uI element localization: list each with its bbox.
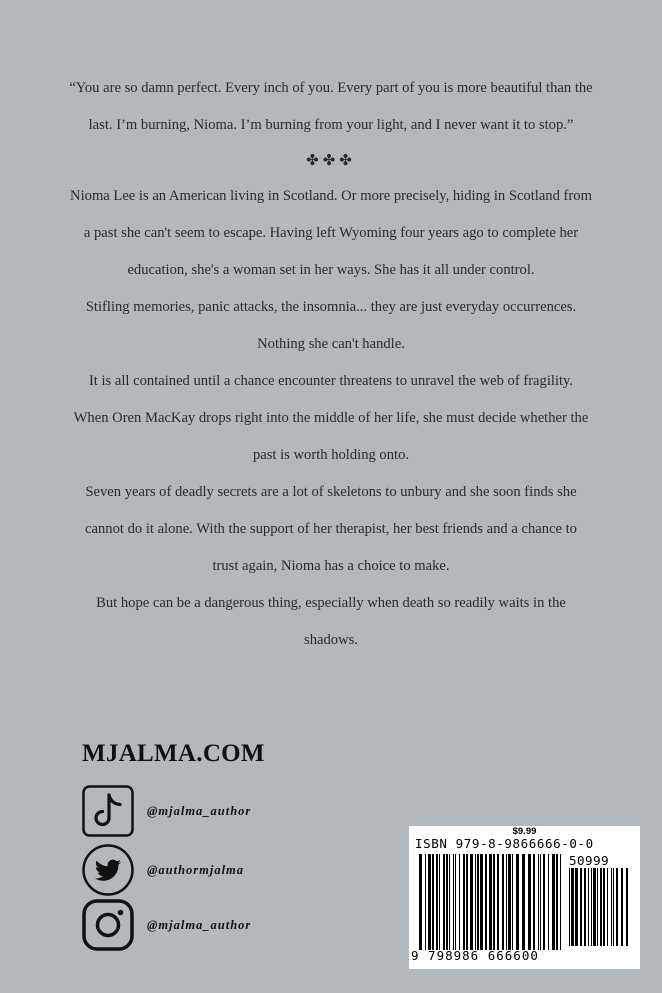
barcode-bar [428,854,431,950]
barcode-bar [522,854,525,950]
barcode-bar [436,854,438,950]
barcode-bar [477,854,479,950]
blurb-line: Nioma Lee is an American living in Scotland. Or more precisely, hiding in Scotland from [70,188,592,204]
barcode-bar [607,868,608,946]
barcode-bar [626,868,628,946]
barcode-bar [584,868,586,946]
barcode-bar [588,868,589,946]
barcode-bar [538,854,539,950]
barcode-bar [556,854,558,950]
barcode-bar [569,868,570,946]
barcode-bar [439,854,440,950]
twitter-icon [82,844,134,896]
barcode-bar [597,868,598,946]
blurb-line: Nothing she can't handle. [257,336,405,352]
barcode-bar [459,854,460,950]
ornament-divider: ✤✤✤ [306,153,356,169]
barcode-bar [453,854,454,950]
barcode-bar [470,854,473,950]
barcode-bar [613,868,614,946]
barcode-bar [489,854,492,950]
price-label: $9.99 [512,826,537,837]
barcode-bar [508,854,511,950]
barcode-bar [548,854,549,950]
barcode-bar [463,854,465,950]
author-website[interactable]: MJALMA.COM [82,740,265,767]
blurb-line: cannot do it alone. With the support of her therapist, her best friends and a chance to [85,521,577,537]
quote-line: “You are so damn perfect. Every inch of you. Every part of you is more beautiful than the [69,80,593,96]
barcode-bar [603,868,605,946]
barcode-bar [540,854,541,950]
barcode-digits: 9 798986 666600 [411,948,539,963]
barcode-bar [506,854,507,950]
barcode-bar [497,854,499,950]
social-tiktok[interactable] [82,785,251,837]
barcode-bar [600,868,602,946]
barcode-bar [616,868,618,946]
isbn-barcode [409,826,640,969]
barcode-bar [533,854,535,950]
barcode-bar [593,868,596,946]
barcode-bar [502,854,504,950]
ean-barcode-bars [419,854,565,950]
back-cover-blurb [40,70,622,659]
blurb-line: Stifling memories, panic attacks, the insomnia... they are just everyday occurrences. [85,299,577,315]
barcode-bar [480,854,483,950]
price-addon-code: 50999 [569,853,610,868]
barcode-bar [446,854,448,950]
blurb-line: Seven years of deadly secrets are a lot of skeletons to unbury and she soon finds she [85,484,577,500]
social-instagram[interactable] [82,899,251,951]
barcode-bar [443,854,445,950]
blurb-line: When Oren MacKay drops right into the middle of her life, she must decide whether the [73,410,589,426]
barcode-bar [475,854,476,950]
barcode-bar [543,854,545,950]
blurb-line: It is all contained until a chance encounter threatens to unravel the web of fragility. [88,373,574,389]
blurb-line: trust again, Nioma has a choice to make. [212,558,450,574]
barcode-bar [425,854,426,950]
barcode-bar [455,854,456,950]
barcode-bar [621,868,623,946]
blurb-line: But hope can be a dangerous thing, especially when death so readily waits in the [96,595,566,611]
instagram-icon [82,899,134,951]
quote-line: last. I’m burning, Nioma. I’m burning from your light, and I never want it to stop.” [88,117,574,133]
barcode-bar [432,854,434,950]
addon-barcode-bars [569,868,633,946]
blurb-line: a past she can't seem to escape. Having left Wyoming four years ago to complete her [83,225,579,241]
barcode-bar [611,868,612,946]
blurb-line: past is worth holding onto. [252,447,410,463]
barcode-bar [493,854,495,950]
barcode-bar [591,868,592,946]
barcode-bar [512,854,513,950]
barcode-bar [485,854,487,950]
social-handle: @mjalma_author [147,917,252,932]
isbn-number: ISBN 979-8-9866666-0-0 [415,836,594,851]
social-handle: @authormjalma [147,862,245,877]
barcode-bar [528,854,531,950]
social-handle: @mjalma_author [147,803,252,818]
barcode-bar [449,854,450,950]
barcode-bar [580,868,582,946]
barcode-bar [419,854,422,950]
tiktok-icon [82,785,134,837]
barcode-bar [552,854,555,950]
blurb-line: education, she's a woman set in her ways. She has it all under control. [127,262,535,278]
barcode-bar [560,854,561,950]
barcode-bar [516,854,519,950]
barcode-bar [571,868,574,946]
barcode-bar [575,868,578,946]
social-twitter[interactable] [82,844,244,896]
barcode-bar [466,854,468,950]
blurb-line: shadows. [304,632,358,648]
